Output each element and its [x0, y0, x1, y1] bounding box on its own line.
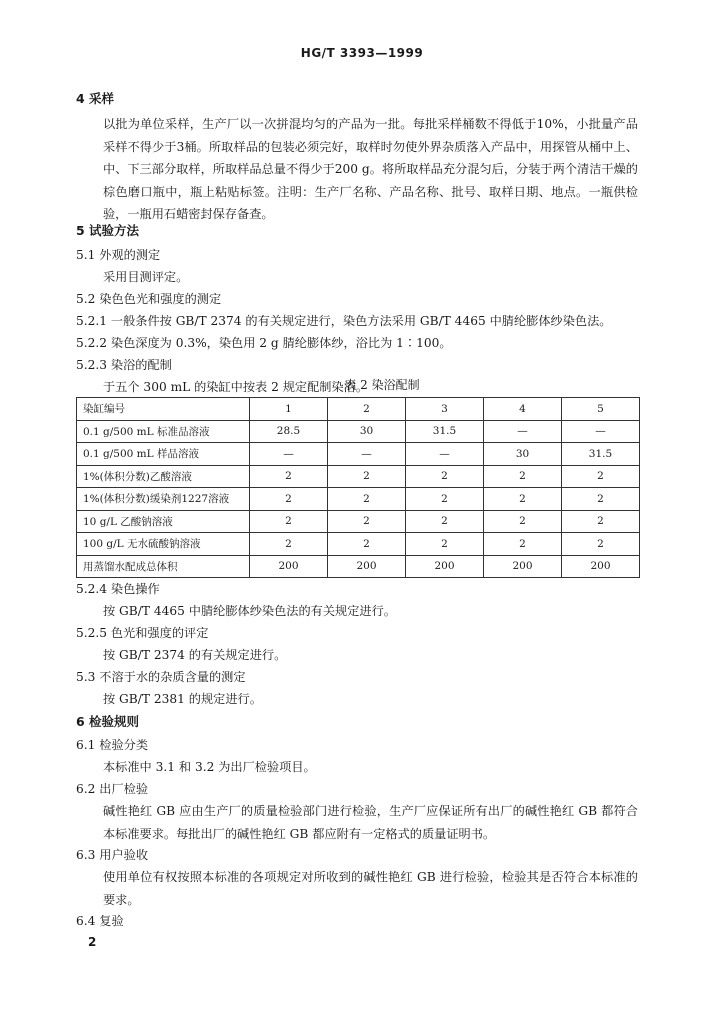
table-cell: 200 — [328, 555, 406, 578]
table-cell: 5 — [562, 398, 640, 421]
table-cell: 0.1 g/500 mL 样品溶液 — [77, 443, 250, 466]
section-6-2-text: 碱性艳红 GB 应由生产厂的质量检验部门进行检验，生产厂应保证所有出厂的碱性艳红 GB 都符合本标准要求。每批出厂的碱性艳红 GB 都应附有一定格式的质量证明书。 — [103, 804, 638, 841]
table-cell: 100 g/L 无水硫酸钠溶液 — [77, 533, 250, 556]
table-cell: 2 — [562, 510, 640, 533]
table-cell: 2 — [406, 510, 484, 533]
table-row — [77, 465, 640, 488]
table-cell: 31.5 — [562, 443, 640, 466]
table-row — [77, 533, 640, 556]
table-cell: 2 — [562, 465, 640, 488]
section-5-2-5-title: 5.2.5 色光和强度的评定 — [76, 626, 209, 640]
table-cell: 染缸编号 — [77, 398, 250, 421]
section-5-2-5-text: 按 GB/T 2374 的有关规定进行。 — [103, 648, 287, 662]
table-cell: 2 — [328, 533, 406, 556]
table-2-caption: 表 2 染浴配制 — [344, 378, 420, 392]
section-5-2-1: 5.2.1 一般条件按 GB/T 2374 的有关规定进行，染色方法采用 GB/T 4465 中腈纶膨体纱染色法。 — [76, 314, 612, 328]
table-cell: 2 — [562, 488, 640, 511]
section-6-3-text: 使用单位有权按照本标准的各项规定对所收到的碱性艳红 GB 进行检验，检验其是否符合本标准的要求。 — [103, 870, 638, 907]
page-header: HG/T 3393—1999 — [300, 46, 424, 60]
section-5-2-3-title: 5.2.3 染浴的配制 — [76, 358, 172, 372]
table-cell: 2 — [484, 465, 562, 488]
table-cell: 4 — [484, 398, 562, 421]
table-cell: 10 g/L 乙酸钠溶液 — [77, 510, 250, 533]
table-cell: 1%(体积分数)乙酸溶液 — [77, 465, 250, 488]
table-cell: 2 — [406, 488, 484, 511]
table-cell: — — [406, 443, 484, 466]
section-5-2-4-title: 5.2.4 染色操作 — [76, 582, 160, 596]
table-cell: 2 — [484, 533, 562, 556]
table-cell: 30 — [484, 443, 562, 466]
table-cell: 2 — [328, 398, 406, 421]
table-row — [77, 443, 640, 466]
table-cell: 1%(体积分数)缓染剂1227溶液 — [77, 488, 250, 511]
table-cell: 2 — [484, 488, 562, 511]
table-cell: 2 — [406, 533, 484, 556]
section-5-title: 5 试验方法 — [76, 223, 140, 238]
table-cell: 2 — [328, 488, 406, 511]
table-cell: 31.5 — [406, 420, 484, 443]
section-5-2-title: 5.2 染色色光和强度的测定 — [76, 292, 222, 306]
section-5-1-text: 采用目测评定。 — [103, 270, 189, 284]
section-6-3-title: 6.3 用户验收 — [76, 848, 149, 862]
table-cell: 30 — [328, 420, 406, 443]
section-6-1-title: 6.1 检验分类 — [76, 738, 149, 752]
table-cell: 2 — [328, 510, 406, 533]
table-row — [77, 555, 640, 578]
table-cell: — — [328, 443, 406, 466]
section-5-2-2: 5.2.2 染色深度为 0.3%，染色用 2 g 腈纶膨体纱，浴比为 1∶100。 — [76, 336, 452, 350]
table-cell: 2 — [406, 465, 484, 488]
table-cell: 3 — [406, 398, 484, 421]
section-6-1-text: 本标准中 3.1 和 3.2 为出厂检验项目。 — [103, 760, 316, 774]
table-cell: 200 — [406, 555, 484, 578]
table-cell: 2 — [484, 510, 562, 533]
table-cell: 2 — [250, 465, 328, 488]
table-cell: — — [562, 420, 640, 443]
table-cell: 2 — [562, 533, 640, 556]
table-cell: 2 — [250, 510, 328, 533]
table-cell: 2 — [250, 533, 328, 556]
section-5-2-3-text: 于五个 300 mL 的染缸中按表 2 规定配制染浴。 — [103, 380, 369, 394]
table-cell: 2 — [328, 465, 406, 488]
table-cell: 0.1 g/500 mL 标准品溶液 — [77, 420, 250, 443]
table-cell: — — [484, 420, 562, 443]
section-5-3-title: 5.3 不溶于水的杂质含量的测定 — [76, 670, 246, 684]
table-cell: 200 — [250, 555, 328, 578]
table-row — [77, 420, 640, 443]
section-5-2-4-text: 按 GB/T 4465 中腈纶膨体纱染色法的有关规定进行。 — [103, 604, 396, 618]
page-number: 2 — [88, 935, 97, 949]
table-2 — [76, 397, 640, 578]
section-6-title: 6 检验规则 — [76, 714, 140, 729]
table-cell: — — [250, 443, 328, 466]
table-cell: 200 — [484, 555, 562, 578]
section-4-title: 4 采样 — [76, 91, 115, 106]
section-6-4-title: 6.4 复验 — [76, 914, 124, 928]
table-row — [77, 488, 640, 511]
section-6-2-title: 6.2 出厂检验 — [76, 782, 149, 796]
table-cell: 28.5 — [250, 420, 328, 443]
table-row — [77, 510, 640, 533]
section-5-1-title: 5.1 外观的测定 — [76, 248, 161, 262]
table-cell: 用蒸馏水配成总体积 — [77, 555, 250, 578]
table-header-row — [77, 398, 640, 421]
table-cell: 2 — [250, 488, 328, 511]
table-cell: 1 — [250, 398, 328, 421]
section-4-paragraph: 以批为单位采样，生产厂以一次拼混均匀的产品为一批。每批采样桶数不得低于10%，小批量产品采样不得少于3桶。所取样品的包装必须完好，取样时勿使外界杂质落入产品中，用探管从桶中上、中、下三部分取样，所取样品总量不得少于200 g。将所取样品充分混匀后，分装于两个清洁干燥的棕色磨口瓶中，瓶上粘贴标签。注明：生产厂名称、产品名称、批号、取样日期、地点。一瓶供检验，一瓶用石蜡密封保存备查。 — [103, 117, 638, 221]
section-5-3-text: 按 GB/T 2381 的规定进行。 — [103, 692, 262, 706]
table-cell: 200 — [562, 555, 640, 578]
